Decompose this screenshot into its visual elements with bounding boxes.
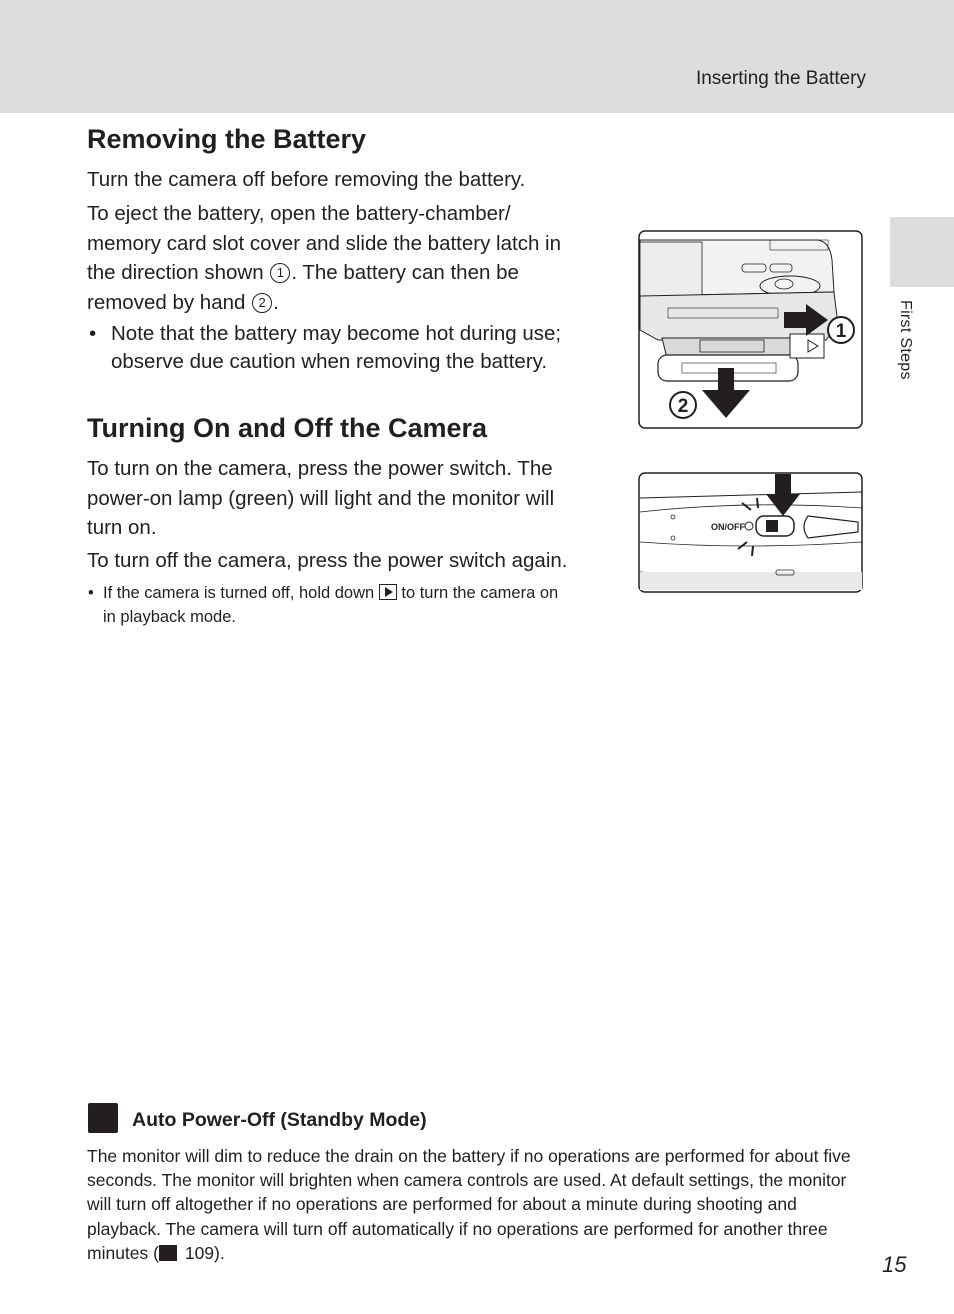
battery-removal-illustration	[638, 230, 864, 430]
turning-paragraph-1	[87, 454, 554, 543]
chapter-tab-label: First Steps	[897, 300, 914, 380]
removing-p2-line1: To eject the battery, open the battery-chamber/	[87, 202, 511, 225]
text-run: to turn the camera on	[396, 584, 559, 602]
turning-bullet-line1	[103, 581, 558, 605]
text-run: minutes (	[87, 1242, 159, 1263]
step-1-marker: 1	[270, 263, 290, 283]
removing-paragraph-2	[87, 199, 561, 317]
turning-paragraph-2: To turn off the camera, press the power switch again.	[87, 549, 568, 572]
text-run: 109).	[179, 1242, 225, 1263]
header-band	[0, 0, 954, 113]
section-heading-removing: Removing the Battery	[87, 124, 367, 154]
removing-bullet-line1: Note that the battery may become hot during use;	[111, 322, 562, 345]
playback-button-icon	[379, 584, 397, 600]
turning-bullet-line2: in playback mode.	[103, 608, 236, 626]
step-2-marker: 2	[252, 293, 272, 313]
bullet-dot: •	[88, 584, 94, 602]
note-line3: will turn off altogether if no operations are performed for about a minute during shooting and	[87, 1194, 797, 1215]
page-number: 15	[882, 1252, 907, 1277]
text-run: If the camera is turned off, hold down	[103, 584, 379, 602]
note-line1: The monitor will dim to reduce the drain on the battery if no operations are performed for about five	[87, 1146, 851, 1166]
note-line5	[87, 1241, 877, 1265]
note-title: Auto Power-Off (Standby Mode)	[132, 1109, 427, 1131]
note-body	[87, 1144, 877, 1265]
section-heading-turning: Turning On and Off the Camera	[87, 413, 488, 443]
note-line2: seconds. The monitor will brighten when camera controls are used. At default settings, the monitor	[87, 1170, 847, 1191]
removing-p2-line4	[87, 288, 561, 318]
figure-callout-2: 2	[677, 396, 689, 417]
tip-icon	[88, 1103, 118, 1133]
removing-p2-line3	[87, 258, 561, 288]
text-run: . The battery can then be	[291, 261, 519, 284]
turning-p1-line3: turn on.	[87, 516, 157, 539]
chapter-tab	[890, 217, 954, 287]
bullet-dot: •	[89, 322, 97, 345]
text-run: the direction shown	[87, 261, 270, 284]
running-header: Inserting the Battery	[695, 68, 866, 89]
on-off-label: ON/OFF	[711, 522, 745, 532]
text-run: removed by hand	[87, 290, 252, 314]
figure-callout-1: 1	[835, 321, 847, 342]
page-reference-icon	[159, 1245, 177, 1261]
removing-bullet-line2: observe due caution when removing the battery.	[111, 350, 548, 373]
power-switch-illustration	[638, 472, 864, 594]
turning-p1-line1: To turn on the camera, press the power switch. The	[87, 457, 553, 480]
removing-p2-line2: memory card slot cover and slide the battery latch in	[87, 231, 561, 255]
text-run: .	[273, 290, 279, 314]
note-line4: playback. The camera will turn off automatically if no operations are performed for another three	[87, 1218, 828, 1239]
removing-paragraph-1: Turn the camera off before removing the battery.	[87, 168, 526, 191]
turning-p1-line2: power-on lamp (green) will light and the monitor will	[87, 486, 555, 510]
removing-bullet	[87, 320, 561, 376]
turning-bullet	[87, 581, 558, 629]
